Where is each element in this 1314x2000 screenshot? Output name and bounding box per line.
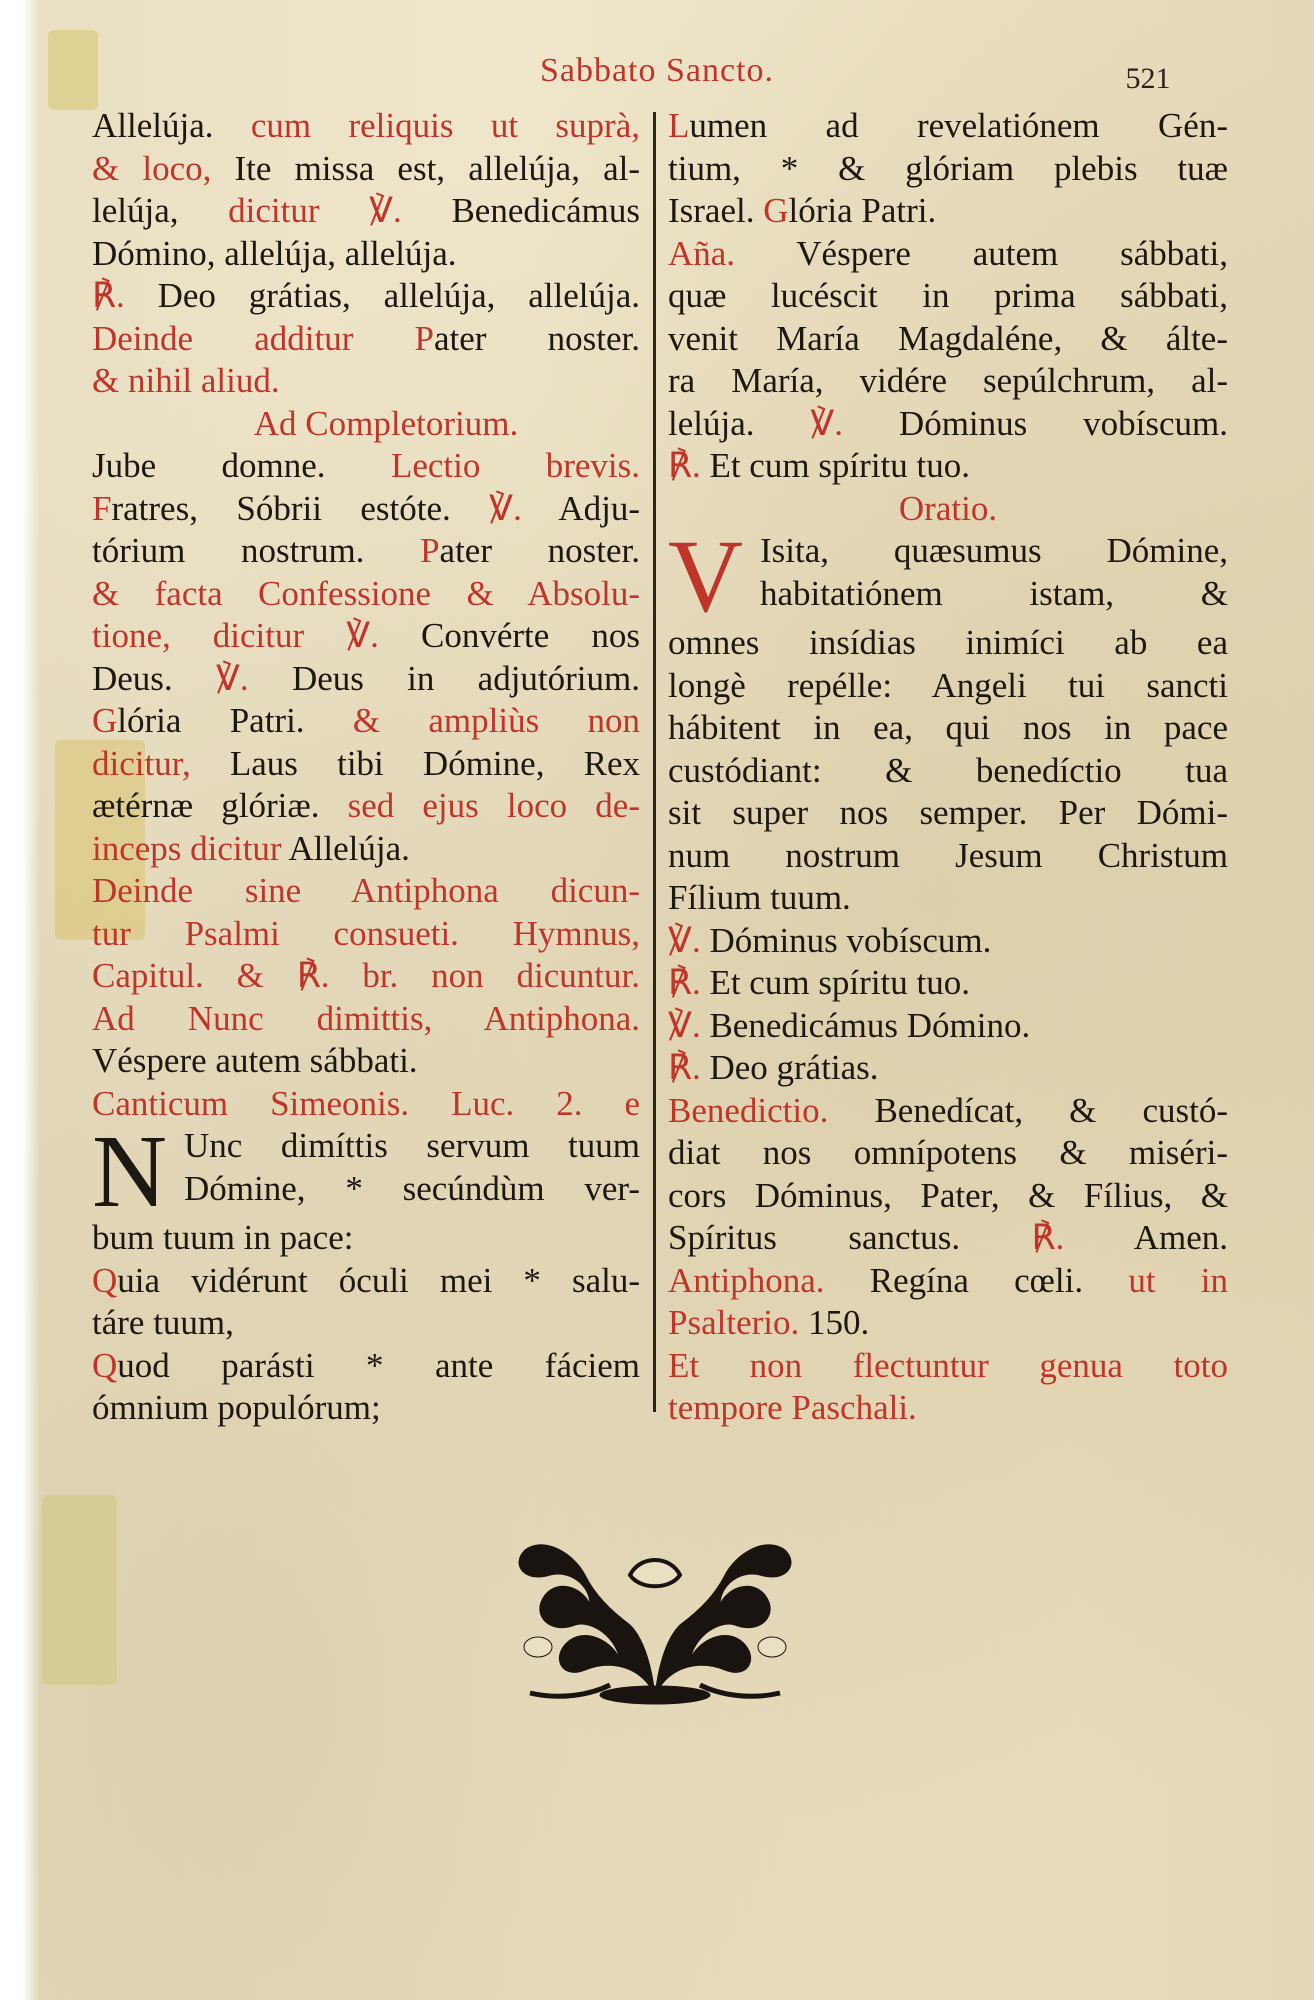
body-text: Et cum spíritu tuo. <box>709 963 970 1002</box>
text-line: habitatiónem istam, & <box>760 573 1228 613</box>
text-line <box>92 615 640 658</box>
text-line <box>668 488 1228 531</box>
text-line <box>668 792 1228 835</box>
rubric-text: ℣. <box>668 1005 710 1045</box>
text-line <box>92 1217 640 1260</box>
text-line <box>92 318 640 361</box>
text-line <box>92 148 640 191</box>
body-text: diat nos omnípotens & miséri- <box>668 1133 1228 1172</box>
body-text: Véspere autem sábbati, <box>796 233 1228 273</box>
rubric-text: ℣. <box>215 658 292 698</box>
drop-cap-paragraph <box>668 519 1228 634</box>
rubric-text: sed ejus loco de- <box>347 786 640 825</box>
text-line <box>92 1387 640 1430</box>
rubric-text: F <box>92 488 112 528</box>
text-line <box>92 743 640 786</box>
text-line <box>92 403 640 446</box>
text-line <box>668 877 1228 920</box>
text-line <box>92 233 640 276</box>
rubric-text: Benedictio. <box>668 1090 875 1130</box>
rubric-text: Oratio. <box>898 488 998 528</box>
body-text: ater noster. <box>434 318 640 358</box>
rubric-text: Aña. <box>668 233 797 273</box>
text-line <box>92 488 640 531</box>
body-text: umen ad revelatiónem Gén- <box>689 106 1228 145</box>
body-text: Dóminus vobíscum. <box>898 403 1228 443</box>
rubric-text: G <box>763 191 789 230</box>
text-line <box>92 785 640 828</box>
text-line <box>92 530 640 573</box>
body-text: Deo grátias, allelúja, allelúja. <box>157 276 640 315</box>
body-text: Dómino, allelúja, allelúja. <box>92 233 457 273</box>
body-text: venit María Magdaléne, & álte- <box>668 318 1228 358</box>
drop-cap: V <box>668 519 744 634</box>
body-text: táre tuum, <box>92 1303 234 1342</box>
body-text: Laus tibi Dómine, Rex <box>229 743 640 783</box>
rubric-text: ℣. <box>489 488 559 528</box>
text-line <box>92 190 640 233</box>
body-text: Israel. <box>668 191 764 230</box>
rubric-text: Canticum Simeonis. Luc. 2. e <box>92 1083 640 1123</box>
text-line: Dómine, * secúndùm ver- <box>184 1168 640 1208</box>
text-line <box>668 1090 1228 1133</box>
text-line <box>92 828 640 871</box>
text-line <box>668 1005 1228 1048</box>
body-text: lória Patri. <box>788 191 937 230</box>
text-line <box>92 1260 640 1303</box>
rubric-text: Q <box>92 1345 118 1385</box>
text-line <box>92 1040 640 1083</box>
body-text: Adju- <box>558 488 640 528</box>
body-text: Convérte nos <box>421 616 640 655</box>
body-text: Allelúja. <box>288 828 410 868</box>
body-text: longè repélle: Angeli tui sancti <box>668 665 1228 705</box>
rubric-text: G <box>92 701 118 740</box>
text-line <box>668 403 1228 446</box>
text-line <box>668 1047 1228 1090</box>
body-text: custódiant: & benedíctio tua <box>668 750 1228 790</box>
running-header: Sabbato Sancto. <box>539 52 775 89</box>
rubric-text: Deinde sine Antiphona dicun- <box>92 871 640 910</box>
body-text: uia vidérunt óculi mei * salu- <box>117 1260 640 1300</box>
floral-ornament-icon <box>490 1535 820 1705</box>
text-line <box>92 870 640 913</box>
rubric-text: & ampliùs non <box>352 701 640 740</box>
rubric-text: & nihil aliud. <box>92 361 280 400</box>
text-line <box>668 360 1228 403</box>
text-line <box>92 275 640 318</box>
body-text: Véspere autem sábbati. <box>92 1041 418 1080</box>
body-text: tium, * & glóriam plebis tuæ <box>668 148 1228 188</box>
text-line <box>668 1387 1228 1430</box>
rubric-text: Ad Completorium. <box>253 403 519 443</box>
body-text: lória Patri. <box>117 701 353 740</box>
rubric-text: Antiphona. <box>668 1260 870 1300</box>
rubric-text: & loco, <box>92 148 235 188</box>
rubric-text: ℟. <box>668 963 710 1002</box>
text-line <box>92 360 640 403</box>
torn-left-edge <box>0 0 40 2000</box>
rubric-text: Ad Nunc dimittis, Antiphona. <box>92 998 640 1038</box>
body-text: 150. <box>807 1303 870 1342</box>
body-text: Deus. <box>92 658 216 698</box>
body-text: Deus in adjutórium. <box>291 658 640 698</box>
rubric-text: Lectio brevis. <box>390 446 640 485</box>
body-text: hábitent in ea, qui nos in pace <box>668 708 1228 747</box>
text-line <box>92 1345 640 1388</box>
rubric-text: dicitur, <box>92 743 230 783</box>
text-line <box>668 622 1228 665</box>
left-column <box>92 105 640 1430</box>
rubric-text: Capitul. & ℟. br. non dicuntur. <box>92 956 640 995</box>
text-line: Unc dimíttis servum tuum <box>184 1126 640 1165</box>
right-column <box>668 105 1228 1430</box>
body-text: uod parásti * ante fáciem <box>117 1345 640 1385</box>
body-text: omnes insídias inimíci ab ea <box>668 623 1228 662</box>
text-line <box>668 1345 1228 1388</box>
body-text: tórium nostrum. <box>92 531 421 570</box>
body-text: Benedicámus Dómino. <box>709 1005 1031 1045</box>
text-line: Isita, quæsumus Dómine, <box>760 531 1228 570</box>
text-line <box>668 665 1228 708</box>
rubric-text: L <box>668 106 690 145</box>
text-line <box>668 105 1228 148</box>
text-line <box>668 275 1228 318</box>
text-line <box>92 700 640 743</box>
text-line <box>668 750 1228 793</box>
text-line <box>92 573 640 616</box>
body-text: Ite missa est, allelúja, al- <box>234 148 640 188</box>
text-line <box>92 1302 640 1345</box>
body-text: sit super nos semper. Per Dómi- <box>668 793 1228 832</box>
page-number: 521 <box>1125 62 1171 95</box>
body-text: lelúja. <box>668 403 811 443</box>
rubric-text: & facta Confessione & Absolu- <box>92 573 640 613</box>
text-line <box>668 962 1228 1005</box>
text-line <box>668 445 1228 488</box>
text-line <box>92 913 640 956</box>
rubric-text: tur Psalmi consueti. Hymnus, <box>92 913 640 953</box>
body-text: ra María, vidére sepúlchrum, al- <box>668 361 1228 400</box>
body-text: Regína cœli. <box>869 1260 1129 1300</box>
text-line <box>92 445 640 488</box>
rubric-text: ℣. <box>668 920 710 960</box>
rubric-text: ℟. <box>668 1048 710 1087</box>
body-text: quæ lucéscit in prima sábbati, <box>668 276 1228 315</box>
text-line <box>92 955 640 998</box>
text-line <box>668 1302 1228 1345</box>
rubric-text: tione, dicitur ℣. <box>92 616 421 655</box>
text-line <box>668 190 1228 233</box>
drop-cap: N <box>92 1114 168 1229</box>
body-text: Allelúja. <box>92 106 251 145</box>
text-line <box>668 835 1228 878</box>
body-text: ratres, Sóbrii estóte. <box>111 488 490 528</box>
text-line <box>92 1083 640 1126</box>
body-text: Et cum spíritu tuo. <box>709 446 970 485</box>
rubric-text: ut in <box>1128 1260 1228 1300</box>
rubric-text: Et non flectuntur genua toto <box>668 1345 1228 1385</box>
rubric-text: ℟. <box>1031 1218 1134 1257</box>
text-line <box>668 1260 1228 1303</box>
rubric-text: Deinde additur P <box>92 318 435 358</box>
rubric-text: tempore Paschali. <box>668 1388 917 1427</box>
rubric-text: Q <box>92 1260 118 1300</box>
body-text: ómnium populórum; <box>92 1388 381 1427</box>
drop-cap-lines <box>184 1125 640 1210</box>
text-line <box>668 233 1228 276</box>
rubric-text: dicitur ℣. <box>228 191 452 230</box>
body-text: Benedícat, & custó- <box>874 1090 1228 1130</box>
rubric-text: inceps dicitur <box>92 828 289 868</box>
body-text: ætérnæ glóriæ. <box>92 786 348 825</box>
column-rule <box>653 112 656 1412</box>
rubric-text: ℣. <box>810 403 899 443</box>
body-text: cors Dóminus, Pater, & Fílius, & <box>668 1175 1228 1215</box>
text-line <box>668 1175 1228 1218</box>
tape-stain <box>42 1495 117 1685</box>
rubric-text: ℟. <box>668 446 710 485</box>
body-text: num nostrum Jesum Christum <box>668 835 1228 875</box>
rubric-text: Psalterio. <box>668 1303 808 1342</box>
text-line <box>668 318 1228 361</box>
drop-cap-lines <box>760 530 1228 615</box>
text-line <box>92 105 640 148</box>
body-text: Benedicámus <box>451 191 640 230</box>
body-text: ater noster. <box>439 531 640 570</box>
text-line <box>668 1132 1228 1175</box>
rubric-text: ℟. <box>92 276 158 315</box>
rubric-text: cum reliquis ut suprà, <box>250 106 640 145</box>
text-line <box>92 658 640 701</box>
body-text: Jube domne. <box>92 446 391 485</box>
body-text: bum tuum in pace: <box>92 1218 354 1257</box>
body-text: Fílium tuum. <box>668 878 851 917</box>
body-text: Deo grátias. <box>709 1048 879 1087</box>
body-text: Spíritus sanctus. <box>668 1218 1032 1257</box>
text-line <box>92 998 640 1041</box>
body-text: lelúja, <box>92 191 229 230</box>
drop-cap-paragraph <box>92 1114 640 1229</box>
text-line <box>668 148 1228 191</box>
body-text: Dóminus vobíscum. <box>709 920 992 960</box>
text-line <box>668 920 1228 963</box>
rubric-text: P <box>420 531 440 570</box>
text-line <box>668 1217 1228 1260</box>
text-line <box>668 707 1228 750</box>
body-text: Amen. <box>1133 1218 1228 1257</box>
